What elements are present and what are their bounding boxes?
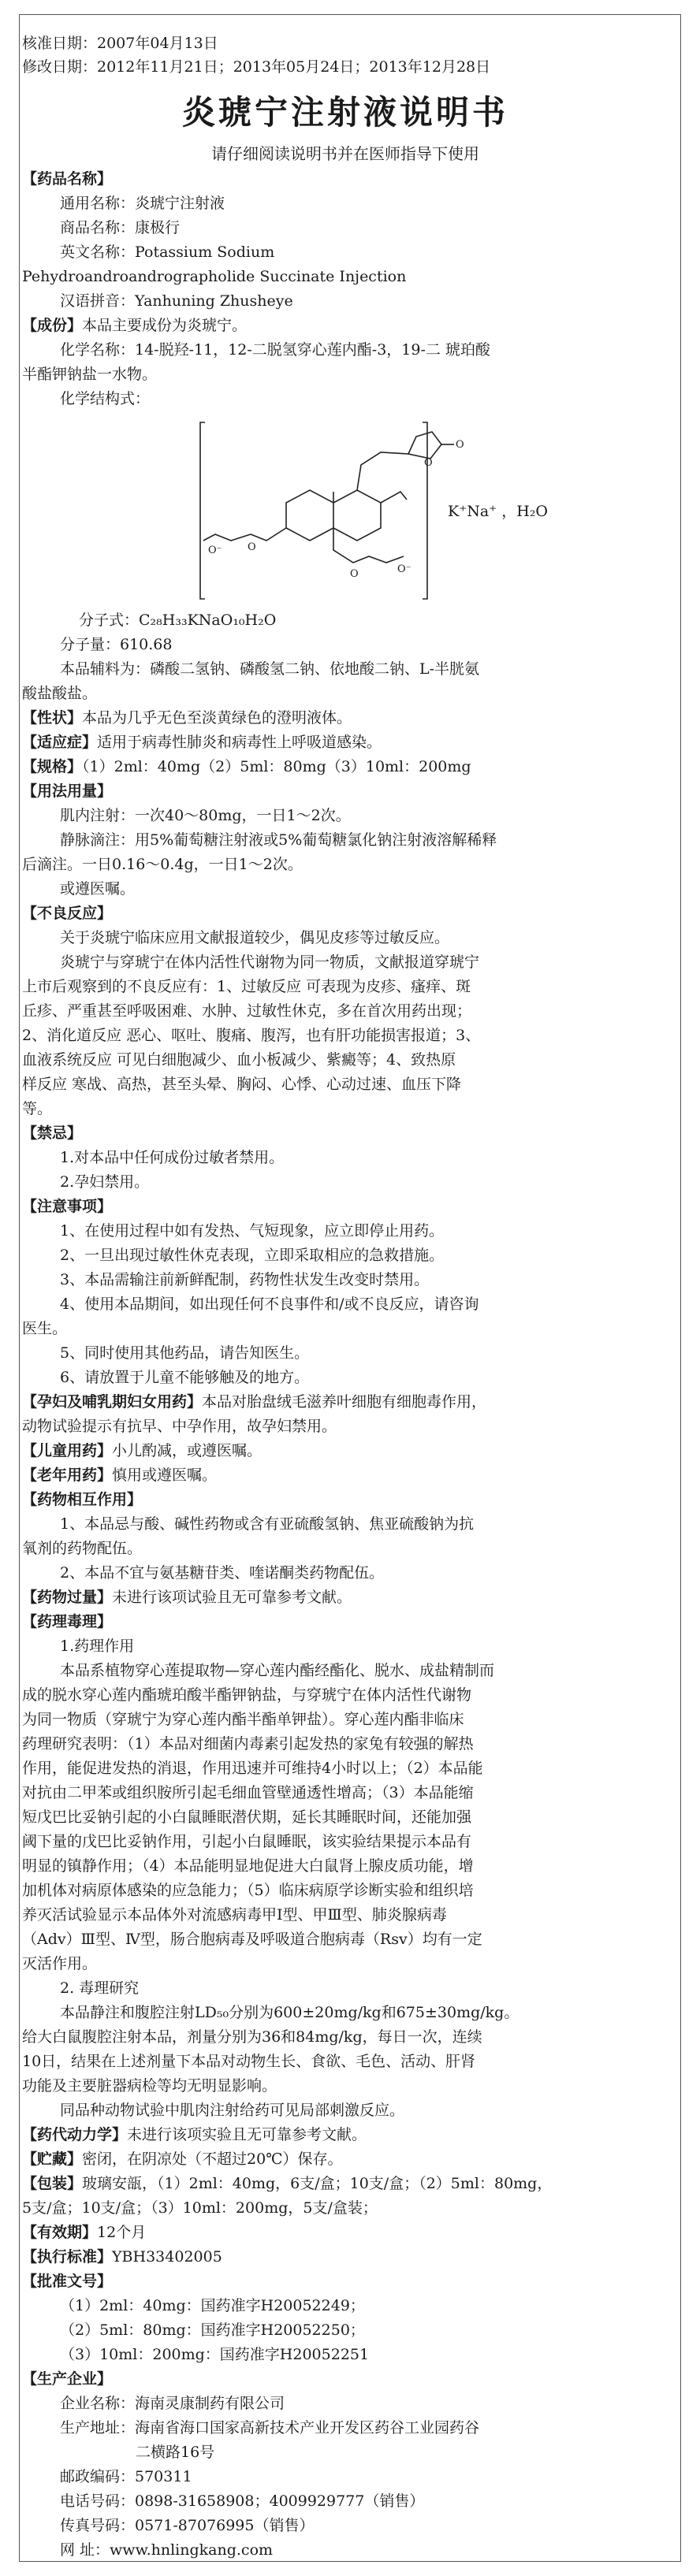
contra-item-1: 1.对本品中任何成份过敏者禁用。 bbox=[60, 1149, 285, 1166]
pregnancy-text-cont: 动物试验提示有抗早、中孕作用，故孕妇禁用。 bbox=[22, 1418, 337, 1435]
generic-name: 通用名称：炎琥宁注射液 bbox=[60, 195, 225, 212]
ring-oxygen: O bbox=[424, 457, 433, 469]
toxicology-line-e: 同品种动物试验中肌肉注射给药可见局部刺激反应。 bbox=[60, 2102, 405, 2119]
section-heading-validity: 【有效期】 bbox=[22, 2224, 98, 2241]
adverse-p2-e: 血液系统反应 可见白细胞减少、血小板减少、紫癜等；4、致热原 bbox=[22, 1051, 456, 1069]
excipients: 本品辅料为：磷酸二氢钠、磷酸氢二钠、依地酸二钠、L-半胱氨 bbox=[60, 660, 480, 678]
document-title: 炎琥宁注射液说明书 bbox=[181, 93, 508, 132]
pharmacology-line-i: 明显的镇静作用；（4）本品能明显地促进大白鼠肾上腺皮质功能，增 bbox=[22, 1857, 474, 1875]
overdose-text: 未进行该项试验且无可靠参考文献。 bbox=[112, 1589, 352, 1606]
precaution-1: 1、在使用过程中如有发热、气短现象，应立即停止用药。 bbox=[60, 1222, 445, 1240]
adverse-p2-d: 2、消化道反应 恶心、呕吐、腹痛、腹泻，也有肝功能损害报道；3、 bbox=[22, 1027, 481, 1044]
adverse-p2-c: 丘疹、严重甚至呼吸困难、水肿、过敏性休克，多在首次用药出现； bbox=[22, 1002, 472, 1020]
precaution-4: 4、使用本品期间，如出现任何不良事件和/或不良反应，请咨询 bbox=[60, 1295, 479, 1313]
trade-name: 商品名称：康极行 bbox=[60, 219, 181, 236]
section-heading-children: 【儿童用药】 bbox=[22, 1442, 113, 1459]
section-heading-composition: 【成份】 bbox=[22, 317, 83, 334]
pharmacology-line-j: 加机体对病原体感染的应急能力；（5）临床病原学诊断实验和组织培 bbox=[22, 1882, 474, 1899]
usage-im: 肌内注射：一次40～80mg，一日1～2次。 bbox=[60, 807, 351, 824]
section-heading-adverse: 【不良反应】 bbox=[22, 905, 113, 922]
section-heading-interactions: 【药物相互作用】 bbox=[22, 1491, 143, 1508]
pharmacology-line-g: 短戊巴比妥钠引起的小白鼠睡眠潜伏期，延长其睡眠时间，还能加强 bbox=[22, 1808, 472, 1826]
ester-link-left bbox=[251, 528, 286, 541]
formula-label: 分子式： bbox=[79, 611, 140, 629]
adverse-p2-f: 样反应 寒战、高热，甚至头晕、胸闷、心悸、心动过速、血压下降 bbox=[22, 1076, 462, 1093]
english-name-cont: Pehydroandroandrographolide Succinate Injection bbox=[22, 268, 407, 285]
section-heading-usage: 【用法用量】 bbox=[22, 782, 113, 800]
manufacturer-name: 企业名称：海南灵康制药有限公司 bbox=[60, 2395, 285, 2412]
fax-number: 传真号码：0571-87076995（销售） bbox=[60, 2517, 315, 2534]
left-carboxylate: O⁻ bbox=[208, 545, 222, 556]
validity-text: 12个月 bbox=[97, 2224, 147, 2241]
side-chain bbox=[357, 452, 408, 490]
usage-iv-cont: 后滴注。一日0.16～0.4g，一日1～2次。 bbox=[22, 856, 303, 873]
structure-label: 化学结构式： bbox=[60, 390, 151, 407]
precaution-5: 5、同时使用其他药品，请告知医生。 bbox=[60, 1344, 310, 1362]
precaution-2: 2、一旦出现过敏性休克表现，立即采取相应的急救措施。 bbox=[60, 1247, 445, 1264]
left-bracket bbox=[200, 422, 205, 599]
section-heading-approval: 【批准文号】 bbox=[22, 2273, 113, 2290]
package-insert bbox=[22, 32, 668, 2563]
lactone-ring bbox=[408, 432, 441, 459]
composition-text: 本品主要成份为炎琥宁。 bbox=[82, 317, 248, 334]
pharmacology-line-f: 对抗由二甲苯或组织胺所引起毛细血管壁通透性增高；（3）本品能缩 bbox=[22, 1784, 474, 1801]
toxicology-line-a: 本品静注和腹腔注射LD₅₀分别为600±20mg/kg和675±30mg/kg。 bbox=[60, 2004, 519, 2021]
adverse-p2: 炎琥宁与穿琥宁在体内活性代谢物为同一物质，文献报道穿琥宁 bbox=[60, 953, 480, 971]
pharmacology-line-b: 成的脱水穿心莲内酯琥珀酸半酯钾钠盐，与穿琥宁在体内活性代谢物 bbox=[22, 1686, 472, 1704]
pharmacology-line-k: 养灭活试验显示本品体外对流感病毒甲Ⅰ型、甲Ⅲ型、肺炎腺病毒 bbox=[22, 1906, 447, 1924]
ring-b bbox=[333, 490, 381, 541]
indications-text: 适用于病毒性肺炎和病毒性上呼吸道感染。 bbox=[97, 734, 382, 751]
children-text: 小儿酌减，或遵医嘱。 bbox=[112, 1442, 262, 1459]
manufacturer-address: 生产地址：海南省海口国家高新技术产业开发区药谷工业园药谷 bbox=[60, 2419, 480, 2437]
right-carboxylate: O⁻ bbox=[397, 563, 411, 575]
section-heading-storage: 【贮藏】 bbox=[22, 2150, 83, 2168]
section-heading-indications: 【适应症】 bbox=[22, 734, 98, 751]
approval-number-3: （3）10ml：200mg：国药准字H20052251 bbox=[60, 2346, 370, 2363]
interaction-2: 2、本品不宜与氨基糖苷类、喹诺酮类药物配伍。 bbox=[60, 1564, 385, 1582]
english-name: 英文名称：Potassium Sodium bbox=[60, 243, 275, 261]
toxicology-line-b: 给大白鼠腹腔注射本品，剂量分别为36和84mg/kg，每日一次，连续 bbox=[22, 2028, 482, 2046]
pregnancy-text: 本品对胎盘绒毛滋养叶细胞有细胞毒作用， bbox=[202, 1393, 487, 1411]
pk-text: 未进行该项实验且无可靠参考文献。 bbox=[127, 2126, 367, 2143]
section-heading-properties: 【性状】 bbox=[22, 709, 83, 727]
pharmacology-line-m: 灭活作用。 bbox=[22, 1955, 98, 1972]
pinyin-name: 汉语拼音：Yanhuning Zhusheye bbox=[60, 292, 293, 310]
section-heading-drug-name: 【药品名称】 bbox=[22, 170, 113, 188]
standard-text: YBH33402005 bbox=[112, 2248, 222, 2266]
precaution-4-cont: 医生。 bbox=[22, 1320, 68, 1337]
pharmacology-subheading: 1.药理作用 bbox=[60, 1637, 135, 1655]
right-bracket bbox=[423, 422, 427, 599]
pharmacology-line-e: 作用，能促进发热的消退，作用迅速并可维持4小时以上；（2）本品能 bbox=[22, 1760, 483, 1777]
usage-or: 或遵医嘱。 bbox=[60, 880, 136, 898]
website-link[interactable]: www.hnlingkang.com bbox=[110, 2541, 274, 2559]
chemical-name: 化学名称：14-脱羟-11，12-二脱氢穿心莲内酯-3，19-二 琥珀酸 bbox=[60, 341, 490, 359]
section-heading-pregnancy: 【孕妇及哺乳期妇女用药】 bbox=[22, 1393, 203, 1411]
adverse-p2-b: 上市后观察到的不良反应有：1、过敏反应 可表现为皮疹、瘙痒、斑 bbox=[22, 978, 471, 995]
interaction-1-cont: 氧剂的药物配伍。 bbox=[22, 1540, 143, 1557]
precaution-3: 3、本品需输注前新鲜配制，药物性状发生改变时禁用。 bbox=[60, 1271, 430, 1288]
precaution-6: 6、请放置于儿童不能够触及的地方。 bbox=[60, 1369, 310, 1386]
excipients-cont: 酸盐酸盐。 bbox=[22, 685, 98, 702]
section-heading-specs: 【规格】 bbox=[22, 758, 83, 775]
structure-diagram bbox=[22, 416, 668, 605]
chemical-name-cont: 半酯钾钠盐一水物。 bbox=[22, 366, 158, 383]
storage-text: 密闭，在阴凉处（不超过20℃）保存。 bbox=[82, 2150, 343, 2168]
ester-oxygen-right: O bbox=[350, 568, 359, 580]
document-subtitle: 请仔细阅读说明书并在医师指导下使用 bbox=[211, 144, 479, 163]
adverse-p1: 关于炎琥宁临床应用文献报道较少，偶见皮疹等过敏反应。 bbox=[60, 929, 450, 946]
section-heading-manufacturer: 【生产企业】 bbox=[22, 2370, 113, 2388]
pharmacology-line-a: 本品系植物穿心莲提取物—穿心莲内酯经酯化、脱水、成盐精制而 bbox=[60, 1662, 495, 1679]
interaction-1: 1、本品忌与酸、碱性药物或含有亚硫酸氢钠、焦亚硫酸钠为抗 bbox=[60, 1515, 475, 1533]
specs-text: （1）2ml：40mg（2）5ml：80mg（3）10ml：200mg bbox=[82, 758, 471, 775]
section-heading-elderly: 【老年用药】 bbox=[22, 1466, 113, 1484]
elderly-text: 慎用或遵医嘱。 bbox=[112, 1466, 218, 1484]
approval-number-1: （1）2ml：40mg：国药准字H20052249； bbox=[60, 2297, 365, 2314]
ring-a bbox=[286, 490, 333, 541]
exo-methylene bbox=[381, 492, 407, 503]
section-heading-standard: 【执行标准】 bbox=[22, 2248, 113, 2266]
usage-iv: 静脉滴注：用5%葡萄糖注射液或5%葡萄糖氯化钠注射液溶解稀释 bbox=[60, 831, 497, 849]
adverse-p2-g: 等。 bbox=[22, 1100, 53, 1117]
contra-item-2: 2.孕妇禁用。 bbox=[60, 1173, 150, 1191]
section-heading-pharm-tox: 【药理毒理】 bbox=[22, 1613, 113, 1630]
section-heading-package: 【包装】 bbox=[22, 2175, 83, 2192]
website-label: 网 址： bbox=[60, 2541, 110, 2559]
postal-code: 邮政编码：570311 bbox=[60, 2468, 192, 2485]
toxicology-subheading: 2. 毒理研究 bbox=[60, 1979, 140, 1997]
revision-date: 修改日期：2012年11月21日；2013年05月24日；2013年12月28日 bbox=[22, 58, 491, 76]
approval-number-2: （2）5ml：80mg：国药准字H20052250； bbox=[60, 2321, 365, 2339]
manufacturer-address-cont: 二横路16号 bbox=[136, 2444, 215, 2461]
properties-text: 本品为几乎无色至淡黄绿色的澄明液体。 bbox=[82, 709, 352, 727]
pharmacology-line-c: 为同一物质（穿琥宁为穿心莲内酯半酯单钾盐）。穿心莲内酯非临床 bbox=[22, 1711, 464, 1728]
phone-number: 电话号码：0898-31658908；4009929777（销售） bbox=[60, 2492, 425, 2510]
chemical-structure bbox=[22, 416, 668, 605]
ester-oxygen-left: O bbox=[248, 541, 256, 553]
succinate-left bbox=[203, 534, 251, 541]
molecular-weight: 分子量：610.68 bbox=[60, 636, 173, 653]
approval-date: 核准日期：2007年04月13日 bbox=[22, 35, 218, 52]
molecular-formula: C₂₈H₃₃KNaO₁₀H₂O bbox=[139, 611, 277, 629]
pharmacology-line-h: 阈下量的戊巴比妥钠作用，引起小白鼠睡眠，该实验结果提示本品有 bbox=[22, 1833, 472, 1850]
pharmacology-line-l: （Adv）Ⅲ型、Ⅳ型，肠合胞病毒及呼吸道合胞病毒（Rsv）均有一定 bbox=[22, 1931, 482, 1948]
section-heading-contraindications: 【禁忌】 bbox=[22, 1124, 83, 1142]
lactone-oxygen: O bbox=[456, 439, 464, 451]
counter-ions: K⁺Na⁺ ，H₂O bbox=[448, 503, 549, 520]
section-heading-overdose: 【药物过量】 bbox=[22, 1589, 113, 1606]
toxicology-line-d: 功能及主要脏器病检等均无明显影响。 bbox=[22, 2077, 277, 2095]
section-heading-precautions: 【注意事项】 bbox=[22, 1198, 113, 1215]
package-text: 玻璃安瓿，（1）2ml：40mg，6支/盒；10支/盒；（2）5ml：80mg， bbox=[82, 2175, 553, 2192]
pharmacology-line-d: 药理研究表明：（1）本品对细菌内毒素引起发热的家兔有较强的解热 bbox=[22, 1735, 474, 1753]
package-text-cont: 5支/盒；10支/盒；（3）10ml：200mg，5支/盒装； bbox=[22, 2199, 378, 2217]
toxicology-line-c: 10日，结果在上述剂量下本品对动物生长、食欲、毛色、活动、肝肾 bbox=[22, 2053, 476, 2070]
section-heading-pk: 【药代动力学】 bbox=[22, 2126, 128, 2143]
